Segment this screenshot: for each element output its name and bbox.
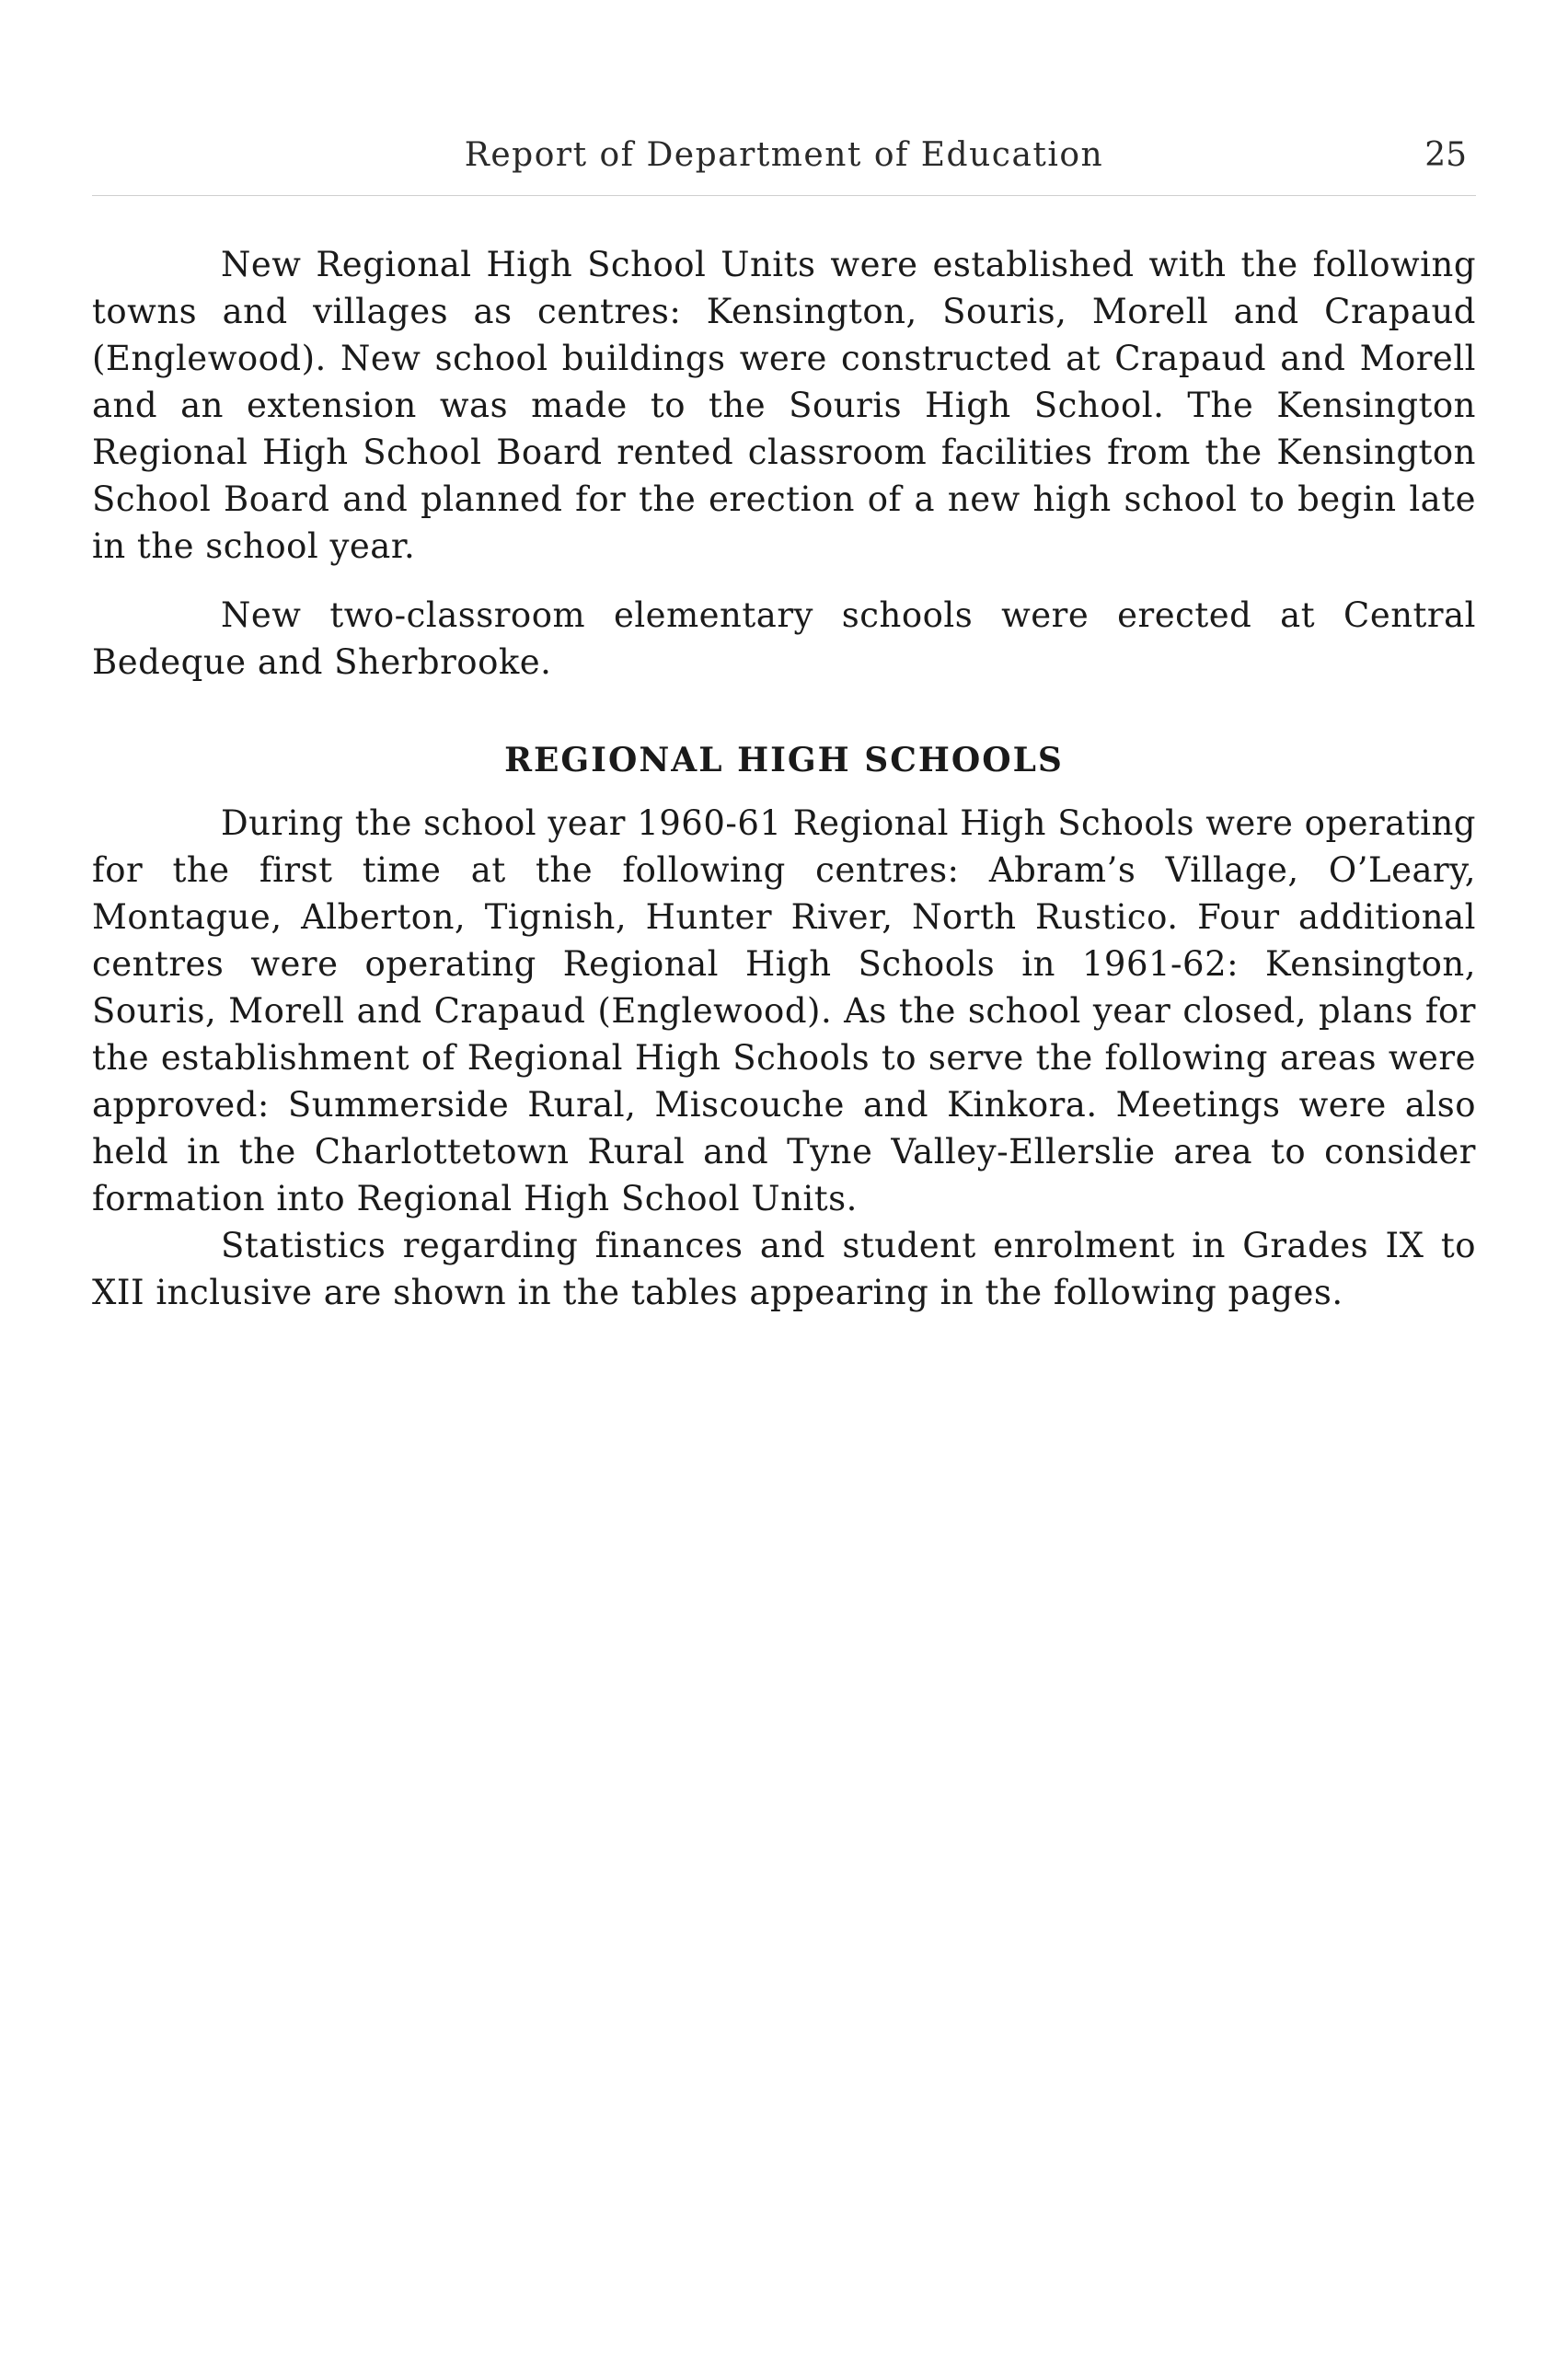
paragraph-elementary-schools: New two-classroom elementary schools were erected at Central Bedeque and Sherbrooke. <box>92 595 1476 682</box>
page-number: 25 <box>1424 136 1467 174</box>
paragraph-statistics: Statistics regarding finances and student enrolment in Grades IX to XII inclusive are shown in the tables appearing in the following pages. <box>92 1226 1476 1312</box>
header-rule <box>92 195 1476 196</box>
paragraph-regional-operations: During the school year 1960-61 Regional High Schools were operating for the first time at the following centres: Abram’s Village, O’Leary, Montague, Alberton, Tignish, Hunter River, North Rustico. Four additional centres were operating Regional High Schools in 1961-62: Kensington, Souris, Morell and Crapaud (Englewood). As the school year closed, plans for the establishment of Regional High Schools to serve the following areas were approved: Summerside Rural, Miscouche and Kinkora. Meetings were also held in the Charlottetown Rural and Tyne Valley-Ellerslie area to consider formation into Regional High School Units. <box>92 803 1476 1218</box>
paragraph-new-units: New Regional High School Units were established with the following towns and villages as centres: Kensington, Souris, Morell and Crapaud (Englewood). New school buildings were constructed at Crapaud and Morell and an extension was made to the Souris High School. The Kensington Regional High School Board rented classroom facilities from the Kensington School Board and planned for the erection of a new high school to begin late in the school year. <box>92 245 1476 566</box>
page-header <box>92 136 1476 191</box>
section-heading: REGIONAL HIGH SCHOOLS <box>504 741 1064 779</box>
running-title: Report of Department of Education <box>464 136 1104 174</box>
body-text <box>92 241 1476 1316</box>
